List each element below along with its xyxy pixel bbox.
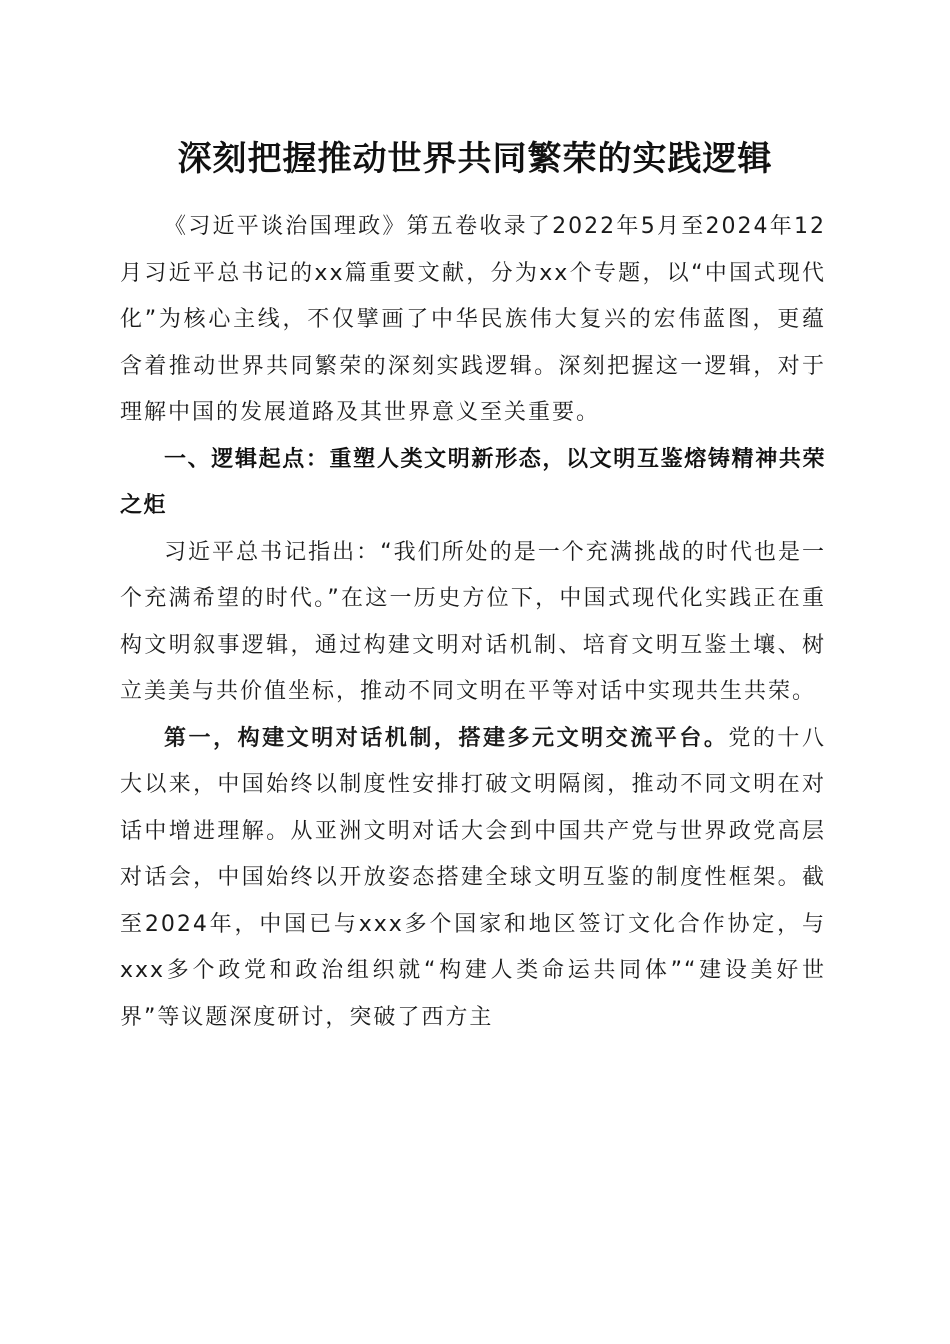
section-heading: 一、逻辑起点：重塑人类文明新形态，以文明互鉴熔铸精神共荣之炬	[120, 446, 826, 518]
point-body: 党的十八大以来，中国始终以制度性安排打破文明隔阂，推动不同文明在对话中增进理解。从亚洲文明对话大会到中国共产党与世界政党高层对话会，中国始终以开放姿态搭建全球文明互鉴的制度性框架。截至2024年，中国已与xxx多个国家和地区签订文化合作协定，与xxx多个政党和政治组织就“构建人类命运共同体”“建设美好世界”等议题深度研讨，突破了西方主	[120, 725, 826, 1030]
point-paragraph	[120, 716, 826, 1042]
intro-paragraph: 《习近平谈治国理政》第五卷收录了2022年5月至2024年12月习近平总书记的xx篇重要文献，分为xx个专题，以“中国式现代化”为核心主线，不仅擘画了中华民族伟大复兴的宏伟蓝图，更蕴含着推动世界共同繁荣的深刻实践逻辑。深刻把握这一逻辑，对于理解中国的发展道路及其世界意义至关重要。	[120, 214, 826, 425]
document-body	[120, 204, 826, 1041]
document-title: 深刻把握推动世界共同繁荣的实践逻辑	[177, 139, 773, 179]
section-paragraph: 习近平总书记指出：“我们所处的是一个充满挑战的时代也是一个充满希望的时代。”在这一历史方位下，中国式现代化实践正在重构文明叙事逻辑，通过构建文明对话机制、培育文明互鉴土壤、树立美美与共价值坐标，推动不同文明在平等对话中实现共生共荣。	[120, 539, 826, 704]
point-lead: 第一，构建文明对话机制，搭建多元文明交流平台。	[164, 725, 729, 751]
